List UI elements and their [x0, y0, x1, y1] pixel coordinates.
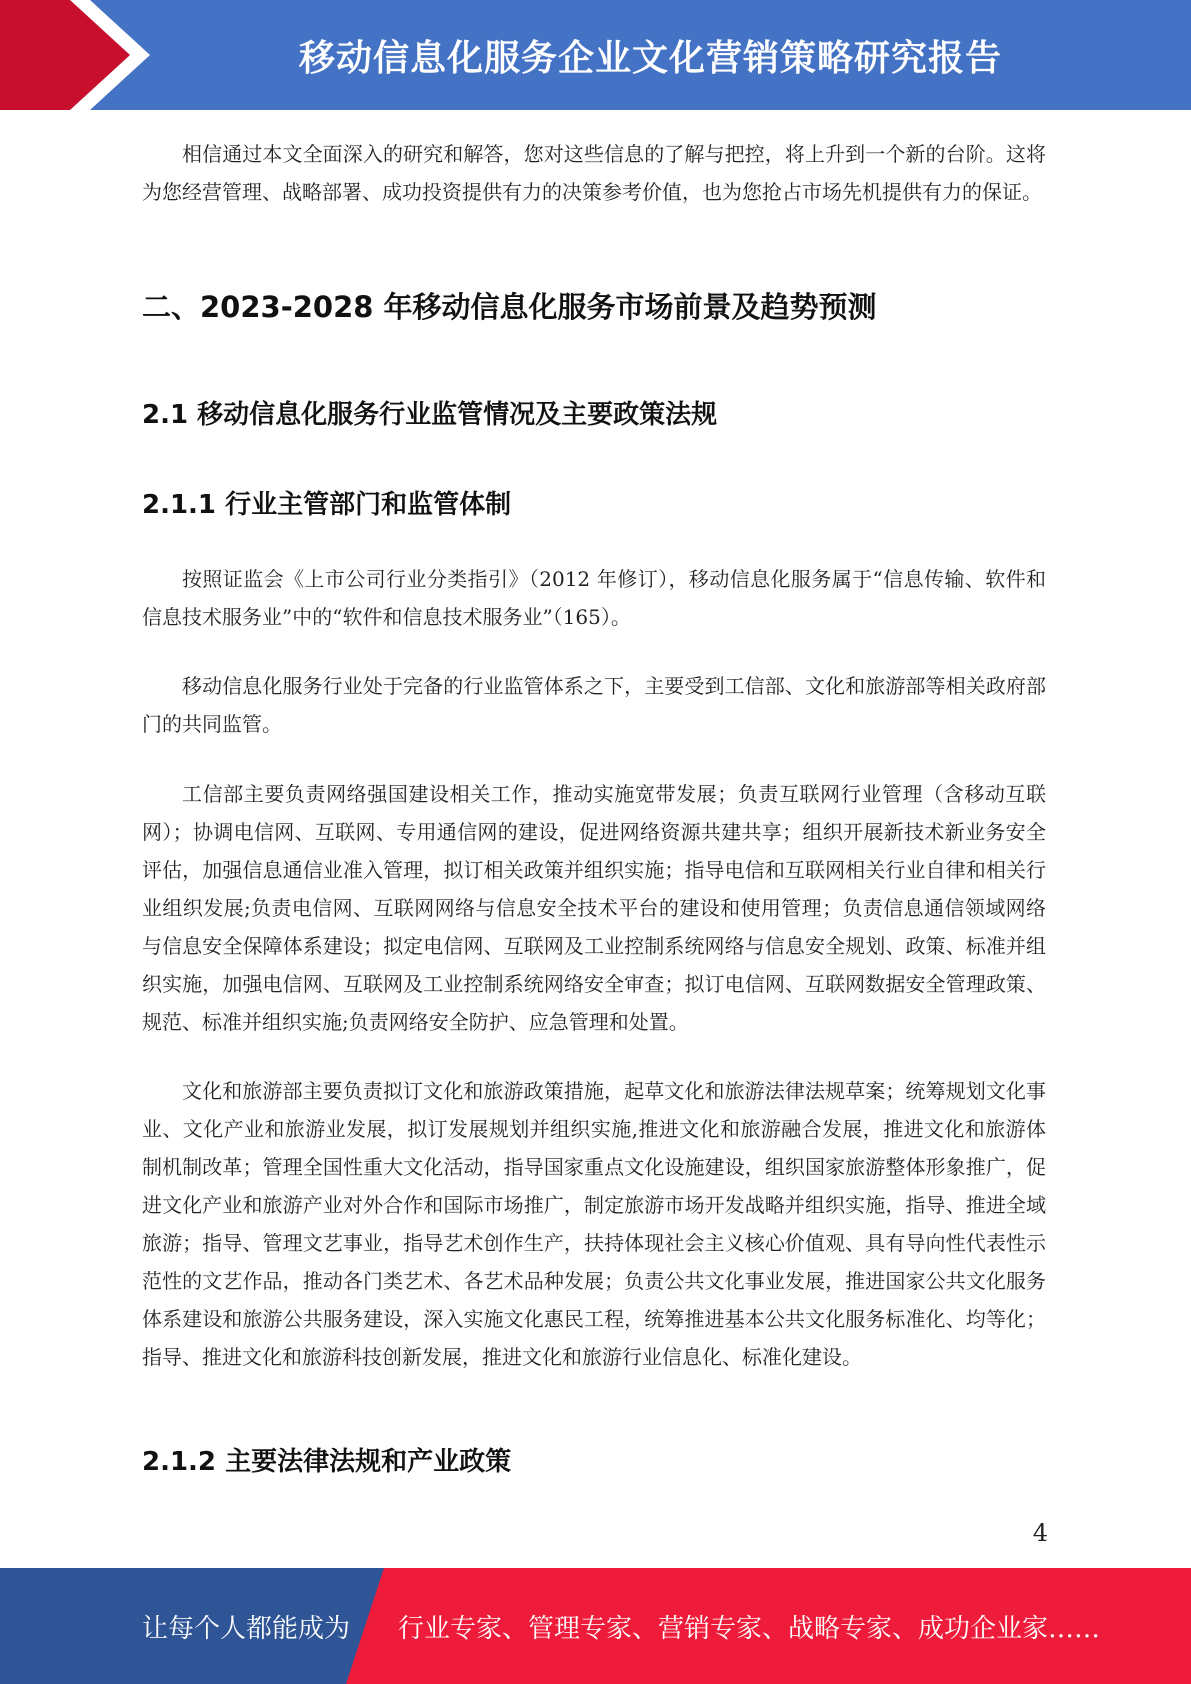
- subsubsection-heading-2-1-2: 2.1.2 主要法律法规和产业政策: [142, 1447, 512, 1477]
- paragraph-regulatory-system: 移动信息化服务行业处于完备的行业监管体系之下，主要受到工信部、文化和旅游部等相关政府部门的共同监管。: [142, 674, 1046, 736]
- paragraph-culture-tourism-duties: 文化和旅游部主要负责拟订文化和旅游政策措施，起草文化和旅游法律法规草案；统筹规划文化事业、文化产业和旅游业发展，拟订发展规划并组织实施,推进文化和旅游融合发展，推进文化和旅游体制机制改革；管理全国性重大文化活动，指导国家重点文化设施建设，组织国家旅游整体形象推广，促进文化产业和旅游产业对外合作和国际市场推广，制定旅游市场开发战略并组织实施，指导、推进全域旅游；指导、管理文艺事业，指导艺术创作生产，扶持体现社会主义核心价值观、具有导向性代表性示范性的文艺作品，推动各门类艺术、各艺术品种发展；负责公共文化事业发展，推进国家公共文化服务体系建设和旅游公共服务建设，深入实施文化惠民工程，统筹推进基本公共文化服务标准化、均等化；指导、推进文化和旅游科技创新发展，推进文化和旅游行业信息化、标准化建设。: [142, 1079, 1046, 1369]
- subsubsection-heading-2-1-1: 2.1.1 行业主管部门和监管体制: [142, 490, 512, 520]
- intro-paragraph: 相信通过本文全面深入的研究和解答，您对这些信息的了解与把控，将上升到一个新的台阶。这将为您经营管理、战略部署、成功投资提供有力的决策参考价值，也为您抢占市场先机提供有力的保证。: [142, 142, 1046, 204]
- footer-slogan-right: 行业专家、管理专家、营销专家、战略专家、成功企业家……: [398, 1613, 1101, 1644]
- page-header: [0, 0, 1191, 110]
- page-number: 4: [1032, 1519, 1048, 1547]
- report-title: 移动信息化服务企业文化营销策略研究报告: [298, 37, 1002, 79]
- paragraph-industry-classification: 按照证监会《上市公司行业分类指引》（2012 年修订），移动信息化服务属于“信息传输、软件和信息技术服务业”中的“软件和信息技术服务业”（165）。: [142, 567, 1046, 629]
- page-footer: [0, 1568, 1191, 1684]
- section-heading: 二、2023-2028 年移动信息化服务市场前景及趋势预测: [142, 290, 877, 324]
- paragraph-miit-duties: 工信部主要负责网络强国建设相关工作，推动实施宽带发展；负责互联网行业管理（含移动互联网）；协调电信网、互联网、专用通信网的建设，促进网络资源共建共享；组织开展新技术新业务安全评估，加强信息通信业准入管理，拟订相关政策并组织实施；指导电信和互联网相关行业自律和相关行业组织发展;负责电信网、互联网网络与信息安全技术平台的建设和使用管理；负责信息通信领域网络与信息安全保障体系建设；拟定电信网、互联网及工业控制系统网络与信息安全规划、政策、标准并组织实施，加强电信网、互联网及工业控制系统网络安全审查；拟订电信网、互联网数据安全管理政策、规范、标准并组织实施;负责网络安全防护、应急管理和处置。: [142, 782, 1046, 1034]
- footer-slogan-left: 让每个人都能成为: [142, 1613, 351, 1644]
- subsection-heading: 2.1 移动信息化服务行业监管情况及主要政策法规: [142, 400, 718, 430]
